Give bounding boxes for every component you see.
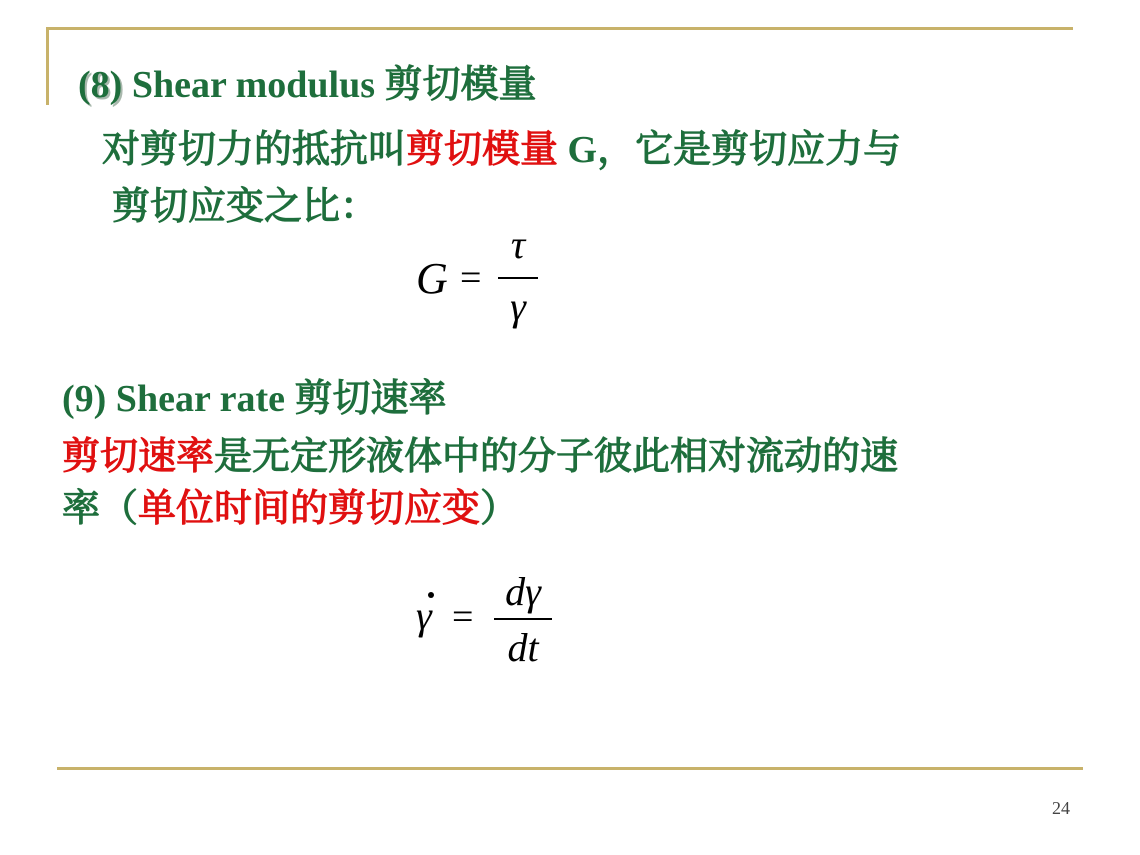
section-8-line-1 [102,131,901,169]
formula-1-equals: = [460,257,482,299]
shear-rate-formula [410,570,560,676]
formula-2-lhs: γ [416,593,432,638]
left-rule [46,27,49,105]
section-9-line-1 [62,438,898,476]
formula-2-denominator: dt [507,625,539,670]
section-8-line-2: 剪切应变之比： [112,186,379,228]
section-8-number: (8) [78,64,123,106]
formula-2-numerator: dγ [505,569,541,614]
top-rule [47,27,1073,30]
page-number: 24 [1052,798,1070,818]
formula-1-lhs: G [416,254,448,303]
section-8-line-1-pre: 对剪切力的抵抗叫 [102,129,407,171]
section-9-line-2-post: ） [480,488,519,530]
formula-1-numerator: τ [510,222,526,267]
section-8-line-1-highlight: 剪切模量 [406,129,559,171]
formula-2-fraction-bar [494,618,552,620]
section-9-line-1-post: 是无定形液体中的分子彼此相对流动的速 [214,436,899,478]
formula-1-denominator: γ [510,284,526,329]
section-9-line-2-pre: 率（ [62,488,139,530]
section-9-line-2-highlight: 单位时间的剪切应变 [138,488,481,530]
section-9-heading: (9) Shear rate 剪切速率 [62,378,447,420]
formula-1-fraction-bar [498,277,538,279]
section-8-line-1-post: G，它是剪切应力与 [558,129,902,171]
section-8-title: Shear modulus 剪切模量 [122,64,537,106]
bottom-rule [57,767,1083,770]
shear-modulus-formula [410,222,550,337]
section-8-heading [78,66,537,104]
section-9-line-1-highlight: 剪切速率 [62,436,215,478]
section-9-line-2 [62,490,518,528]
formula-2-equals: = [452,596,474,638]
